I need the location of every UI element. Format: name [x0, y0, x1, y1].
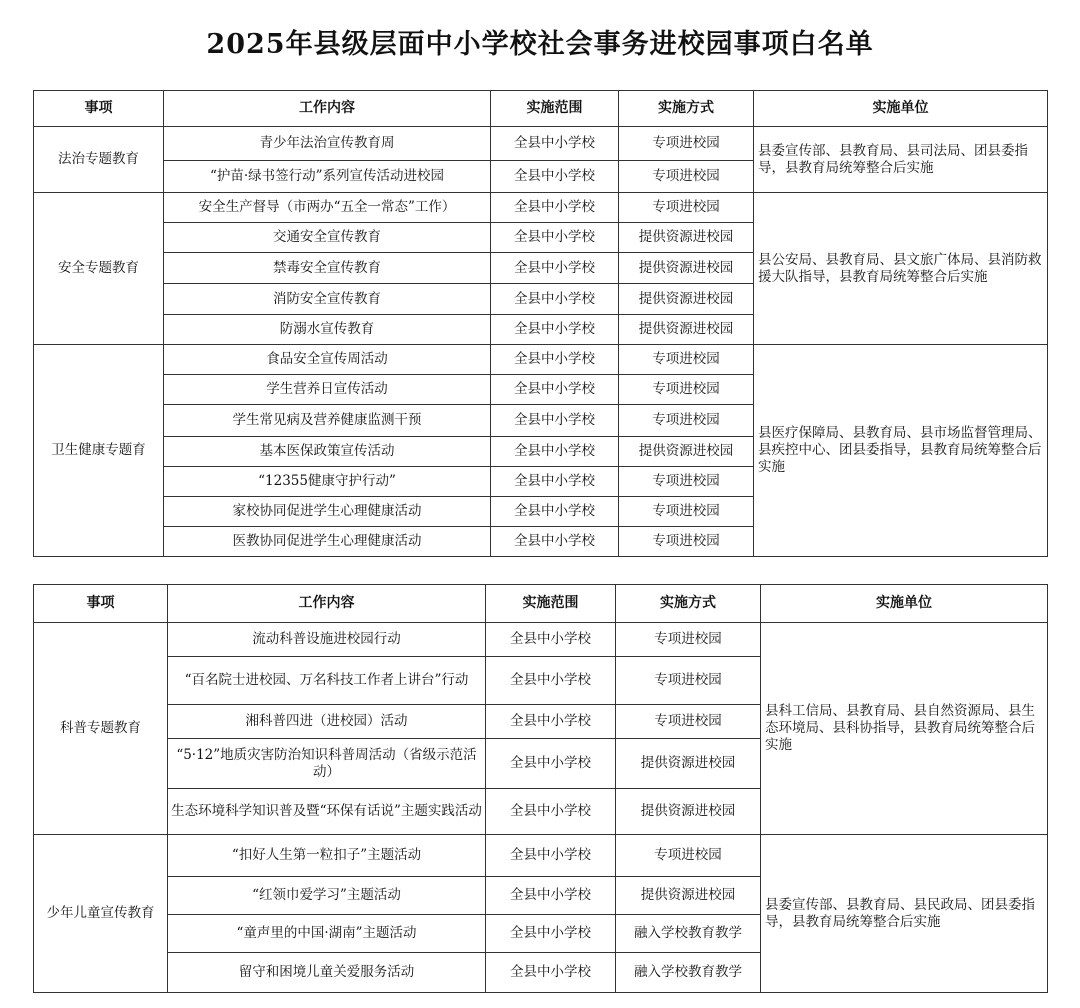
header-method: 实施方式	[616, 585, 761, 623]
header-category: 事项	[34, 585, 168, 623]
content-cell: 交通安全宣传教育	[164, 223, 491, 253]
category-cell: 少年儿童宣传教育	[34, 835, 168, 993]
scope-cell: 全县中小学校	[486, 877, 616, 915]
header-method: 实施方式	[619, 91, 754, 127]
method-cell: 专项进校园	[619, 193, 754, 223]
method-cell: 专项进校园	[619, 127, 754, 161]
method-cell: 专项进校园	[619, 527, 754, 557]
header-scope: 实施范围	[491, 91, 619, 127]
content-cell: 流动科普设施进校园行动	[168, 623, 486, 657]
content-cell: 留守和困境儿童关爱服务活动	[168, 953, 486, 993]
content-cell: 学生营养日宣传活动	[164, 375, 491, 405]
content-cell: 学生常见病及营养健康监测干预	[164, 405, 491, 437]
table-row	[34, 127, 1048, 161]
scope-cell: 全县中小学校	[486, 915, 616, 953]
category-cell: 法治专题教育	[34, 127, 164, 193]
scope-cell: 全县中小学校	[486, 739, 616, 789]
method-cell: 专项进校园	[619, 375, 754, 405]
content-cell: “12355健康守护行动”	[164, 467, 491, 497]
table-row	[34, 345, 1048, 375]
content-cell: 基本医保政策宣传活动	[164, 437, 491, 467]
scope-cell: 全县中小学校	[486, 705, 616, 739]
content-cell: 医教协同促进学生心理健康活动	[164, 527, 491, 557]
header-category: 事项	[34, 91, 164, 127]
table-row	[34, 835, 1048, 877]
scope-cell: 全县中小学校	[491, 284, 619, 315]
content-cell: 湘科普四进（进校园）活动	[168, 705, 486, 739]
method-cell: 提供资源进校园	[619, 315, 754, 345]
scope-cell: 全县中小学校	[491, 375, 619, 405]
method-cell: 专项进校园	[616, 705, 761, 739]
method-cell: 专项进校园	[619, 467, 754, 497]
content-cell: 消防安全宣传教育	[164, 284, 491, 315]
scope-cell: 全县中小学校	[491, 127, 619, 161]
unit-cell: 县医疗保障局、县教育局、县市场监督管理局、县疾控中心、团县委指导，县教育局统筹整合后实施	[754, 345, 1048, 557]
table-row	[34, 193, 1048, 223]
whitelist-table-1	[33, 90, 1048, 557]
page-title: 2025年县级层面中小学校社会事务进校园事项白名单	[206, 29, 874, 60]
header-unit: 实施单位	[761, 585, 1048, 623]
scope-cell: 全县中小学校	[491, 527, 619, 557]
content-cell: 食品安全宣传周活动	[164, 345, 491, 375]
scope-cell: 全县中小学校	[491, 467, 619, 497]
content-cell: 家校协同促进学生心理健康活动	[164, 497, 491, 527]
header-unit: 实施单位	[754, 91, 1048, 127]
scope-cell: 全县中小学校	[486, 657, 616, 705]
scope-cell: 全县中小学校	[491, 497, 619, 527]
method-cell: 提供资源进校园	[619, 253, 754, 284]
unit-cell: 县委宣传部、县教育局、县司法局、团县委指导，县教育局统筹整合后实施	[754, 127, 1048, 193]
category-cell: 安全专题教育	[34, 193, 164, 345]
header-content: 工作内容	[164, 91, 491, 127]
method-cell: 专项进校园	[619, 345, 754, 375]
scope-cell: 全县中小学校	[491, 253, 619, 284]
content-cell: “童声里的中国·湖南”主题活动	[168, 915, 486, 953]
table-header-row	[34, 91, 1048, 127]
header-content: 工作内容	[168, 585, 486, 623]
scope-cell: 全县中小学校	[486, 789, 616, 835]
scope-cell: 全县中小学校	[486, 835, 616, 877]
method-cell: 提供资源进校园	[619, 223, 754, 253]
scope-cell: 全县中小学校	[486, 623, 616, 657]
scope-cell: 全县中小学校	[491, 193, 619, 223]
category-cell: 科普专题教育	[34, 623, 168, 835]
scope-cell: 全县中小学校	[491, 345, 619, 375]
method-cell: 融入学校教育教学	[616, 915, 761, 953]
content-cell: “红领巾爱学习”主题活动	[168, 877, 486, 915]
scope-cell: 全县中小学校	[491, 405, 619, 437]
method-cell: 提供资源进校园	[616, 789, 761, 835]
unit-cell: 县科工信局、县教育局、县自然资源局、县生态环境局、县科协指导，县教育局统筹整合后实施	[761, 623, 1048, 835]
table-row	[34, 623, 1048, 657]
method-cell: 专项进校园	[616, 835, 761, 877]
scope-cell: 全县中小学校	[486, 953, 616, 993]
method-cell: 提供资源进校园	[616, 739, 761, 789]
method-cell: 提供资源进校园	[619, 284, 754, 315]
method-cell: 提供资源进校园	[619, 437, 754, 467]
scope-cell: 全县中小学校	[491, 437, 619, 467]
content-cell: “扣好人生第一粒扣子”主题活动	[168, 835, 486, 877]
content-cell: “百名院士进校园、万名科技工作者上讲台”行动	[168, 657, 486, 705]
content-cell: 防溺水宣传教育	[164, 315, 491, 345]
method-cell: 专项进校园	[619, 405, 754, 437]
content-cell: 生态环境科学知识普及暨“环保有话说”主题实践活动	[168, 789, 486, 835]
category-cell: 卫生健康专题育	[34, 345, 164, 557]
method-cell: 专项进校园	[616, 657, 761, 705]
unit-cell: 县公安局、县教育局、县文旅广体局、县消防救援大队指导，县教育局统筹整合后实施	[754, 193, 1048, 345]
content-cell: 安全生产督导（市两办“五全一常态”工作）	[164, 193, 491, 223]
scope-cell: 全县中小学校	[491, 315, 619, 345]
content-cell: “护苗·绿书签行动”系列宣传活动进校园	[164, 161, 491, 193]
method-cell: 专项进校园	[619, 497, 754, 527]
content-cell: “5·12”地质灾害防治知识科普周活动（省级示范活动）	[168, 739, 486, 789]
scope-cell: 全县中小学校	[491, 161, 619, 193]
method-cell: 融入学校教育教学	[616, 953, 761, 993]
content-cell: 禁毒安全宣传教育	[164, 253, 491, 284]
table-header-row	[34, 585, 1048, 623]
scope-cell: 全县中小学校	[491, 223, 619, 253]
whitelist-table-2	[33, 584, 1048, 993]
method-cell: 专项进校园	[616, 623, 761, 657]
method-cell: 提供资源进校园	[616, 877, 761, 915]
method-cell: 专项进校园	[619, 161, 754, 193]
content-cell: 青少年法治宣传教育周	[164, 127, 491, 161]
header-scope: 实施范围	[486, 585, 616, 623]
unit-cell: 县委宣传部、县教育局、县民政局、团县委指导，县教育局统筹整合后实施	[761, 835, 1048, 993]
